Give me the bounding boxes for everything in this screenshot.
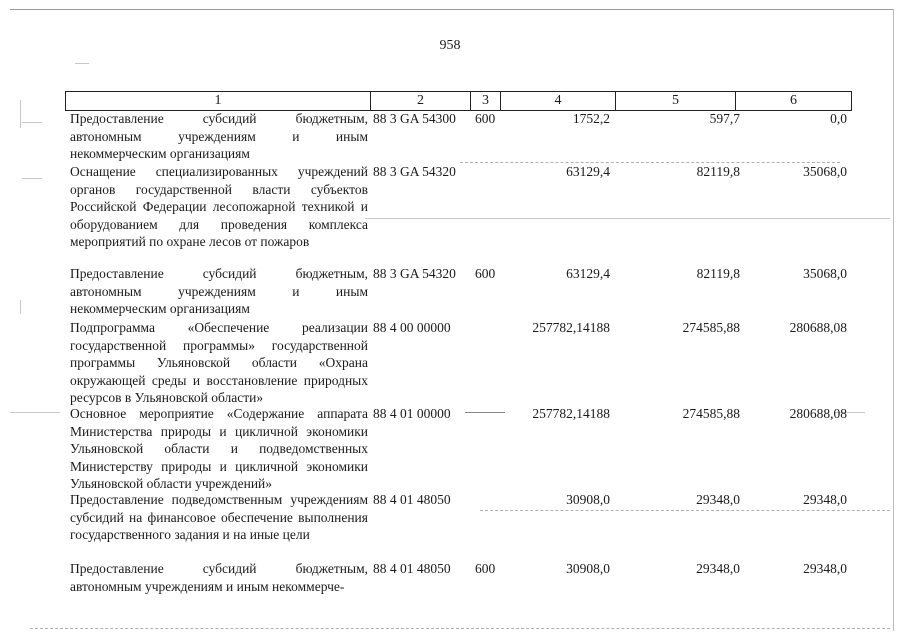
row-value-col4: 257782,14188 — [532, 406, 610, 421]
row-value-col5: 597,7 — [709, 111, 740, 126]
row-description: Основное мероприятие «Содержание аппарата Министерства природы и цикличной экономики Ульяновской области и подведомственных Министерству природы и цикличной экономики Ульяновской области учреждений» — [70, 406, 368, 492]
column-header-4: 4 — [501, 92, 616, 110]
row-value-col6: 0,0 — [830, 111, 847, 126]
row-value-col5: 29348,0 — [696, 561, 740, 576]
row-value-col4: 1752,2 — [572, 111, 610, 126]
row-description: Предоставление подведомственным учреждениям субсидий на финансовое обеспечение выполнения государственного задания и на иные цели — [70, 492, 368, 543]
row-code: 88 4 01 00000 — [373, 406, 451, 421]
row-description: Предоставление субсидий бюджетным, автономным учреждениям и иным некоммерче- — [70, 561, 368, 594]
table-header — [65, 91, 852, 111]
row-expense-type: 600 — [475, 561, 496, 576]
row-code: 88 3 GA 54300 — [373, 111, 456, 126]
row-description: Предоставление субсидий бюджетным, автономным учреждениям и иным некоммерческим организациям — [70, 266, 368, 317]
row-code: 88 4 01 48050 — [373, 492, 451, 507]
row-value-col5: 274585,88 — [682, 406, 740, 421]
page-border-right — [893, 9, 894, 631]
scan-artifact — [10, 412, 60, 413]
page-number: 958 — [439, 38, 461, 53]
row-value-col5: 29348,0 — [696, 492, 740, 507]
row-value-col4: 257782,14188 — [532, 320, 610, 335]
row-value-col4: 63129,4 — [566, 266, 610, 281]
row-expense-type: 600 — [475, 266, 496, 281]
scan-artifact — [75, 63, 89, 64]
scan-artifact — [465, 412, 505, 413]
scan-artifact — [20, 100, 21, 128]
row-value-col6: 280688,08 — [789, 320, 847, 335]
scan-artifact — [22, 178, 42, 179]
row-value-col4: 30908,0 — [566, 561, 610, 576]
row-code: 88 4 00 00000 — [373, 320, 451, 335]
row-code: 88 3 GA 54320 — [373, 164, 456, 179]
row-expense-type: 600 — [475, 111, 496, 126]
row-value-col6: 280688,08 — [789, 406, 847, 421]
row-value-col4: 30908,0 — [566, 492, 610, 507]
scan-artifact — [365, 218, 890, 219]
row-code: 88 4 01 48050 — [373, 561, 451, 576]
row-value-col6: 29348,0 — [803, 492, 847, 507]
scan-artifact — [480, 510, 890, 511]
row-value-col5: 274585,88 — [682, 320, 740, 335]
column-header-1: 1 — [66, 92, 371, 110]
row-value-col6: 35068,0 — [803, 266, 847, 281]
scan-artifact — [30, 628, 890, 629]
row-description: Подпрограмма «Обеспечение реализации государственной программы» государственной программы Ульяновской области «Охрана окружающей среды и восстановление природных ресурсов в Ульяновской области» — [70, 320, 368, 406]
scan-artifact — [20, 300, 21, 314]
row-value-col4: 63129,4 — [566, 164, 610, 179]
column-header-5: 5 — [616, 92, 736, 110]
row-code: 88 3 GA 54320 — [373, 266, 456, 281]
column-header-2: 2 — [371, 92, 471, 110]
row-description: Предоставление субсидий бюджетным, автономным учреждениям и иным некоммерческим организациям — [70, 111, 368, 162]
scan-artifact — [22, 122, 42, 123]
row-value-col6: 35068,0 — [803, 164, 847, 179]
page-border-top — [10, 9, 894, 10]
row-value-col5: 82119,8 — [696, 266, 740, 281]
column-header-6: 6 — [790, 93, 797, 108]
row-value-col6: 29348,0 — [803, 561, 847, 576]
row-value-col5: 82119,8 — [696, 164, 740, 179]
row-description: Оснащение специализированных учреждений органов государственной власти субъектов Российской Федерации лесопожарной техникой и оборудованием для проведения комплекса мероприятий по охране лесов от пожаров — [70, 164, 368, 250]
column-header-3: 3 — [471, 92, 501, 110]
